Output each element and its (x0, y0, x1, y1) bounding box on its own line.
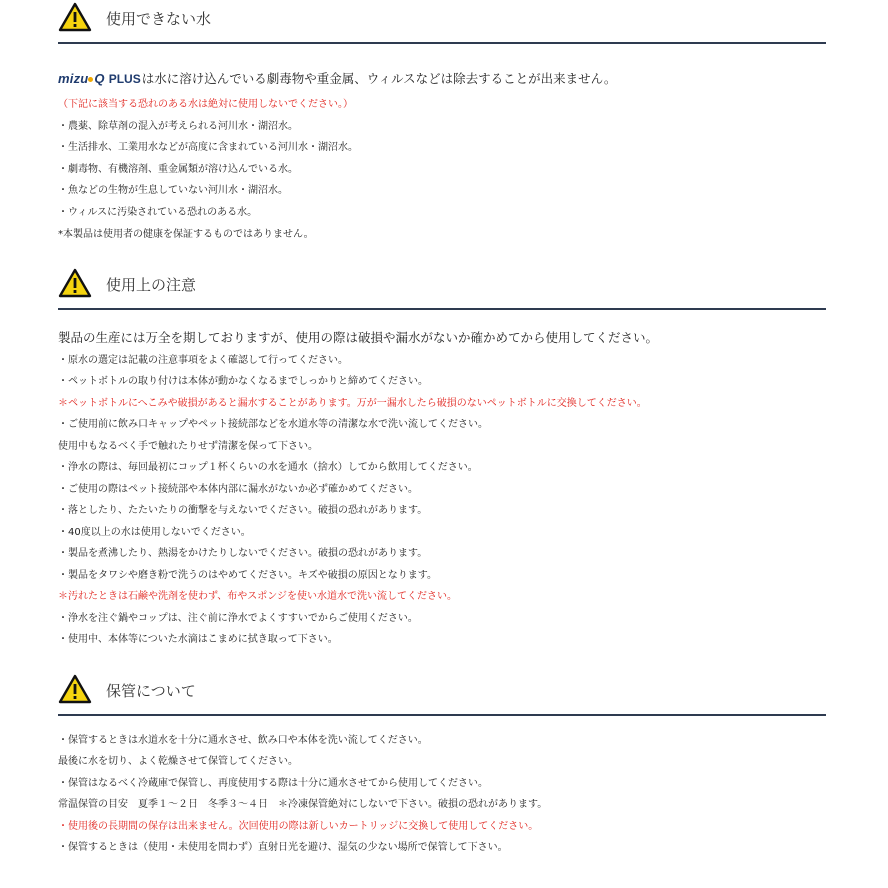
list-item: ・魚などの生物が生息していない河川水・湖沼水。 (58, 185, 288, 196)
list-item: 常温保管の目安 夏季１～２日 冬季３～４日 ＊冷凍保管絶対にしないで下さい。破損の恐れがあります。 (58, 799, 548, 810)
list-item: *本製品は使用者の健康を保証するものではありません。 (58, 229, 314, 240)
warning-triangle-icon (58, 268, 92, 298)
list-item: ・浄水の際は、毎回最初にコップ１杯くらいの水を通水（捨水）してから飲用してください。 (58, 462, 478, 473)
list-item: ・40度以上の水は使用しないでください。 (58, 527, 251, 538)
list-item: ・使用中、本体等についた水滴はこまめに拭き取って下さい。 (58, 634, 338, 645)
list-item: ・保管するときは（使用・未使用を問わず）直射日光を避け、湿気の少ない場所で保管して下さい。 (58, 842, 508, 853)
list-item: ・保管するときは水道水を十分に通水させ、飲み口や本体を洗い流してください。 (58, 735, 428, 746)
section-title: 使用できない水 (106, 10, 212, 28)
brand-logo: mizu Q (58, 71, 105, 86)
section-title: 保管について (106, 682, 196, 700)
section-header-storage (58, 674, 826, 716)
list-item: ・浄水を注ぐ鍋やコップは、注ぐ前に浄水でよくすすいでからご使用ください。 (58, 613, 418, 624)
list-item: ・ウィルスに汚染されている恐れのある水。 (58, 207, 258, 218)
list-item: ・ご使用前に飲み口キャップやペット接続部などを水道水等の清潔な水で洗い流してください。 (58, 419, 488, 430)
brand-plus: PLUS (108, 72, 141, 86)
list-item: ・農薬、除草剤の混入が考えられる河川水・湖沼水。 (58, 121, 298, 132)
section-lead: 製品の生産には万全を期しておりますが、使用の際は破損や漏水がないか確かめてから使用してください。 (58, 330, 659, 345)
list-item: ・使用後の長期間の保存は出来ません。次回使用の際は新しいカートリッジに交換して使用してください。 (58, 821, 539, 832)
list-item: ・劇毒物、有機溶剤、重金属類が溶け込んでいる水。 (58, 164, 298, 175)
list-item: ・製品を煮沸したり、熱湯をかけたりしないでください。破損の恐れがあります。 (58, 548, 428, 559)
list-item: ・製品をタワシや磨き粉で洗うのはやめてください。キズや破損の原因となります。 (58, 570, 437, 581)
list-item: （下記に該当する恐れのある水は絶対に使用しないでください。） (58, 99, 353, 110)
list-item: ＊ペットボトルにへこみや破損があると漏水することがあります。万が一漏水したら破損のないペットボトルに交換してください。 (58, 398, 647, 409)
list-item: ・落としたり、たたいたりの衝撃を与えないでください。破損の恐れがあります。 (58, 505, 428, 516)
list-item: ・ペットボトルの取り付けは本体が動かなくなるまでしっかりと締めてください。 (58, 376, 428, 387)
section-header-unusable-water (58, 2, 826, 44)
warning-triangle-icon (58, 2, 92, 32)
list-item: ・原水の選定は記載の注意事項をよく確認して行ってください。 (58, 355, 348, 366)
warning-triangle-icon (58, 674, 92, 704)
section-header-usage-notes (58, 268, 826, 310)
list-item: ・保管はなるべく冷蔵庫で保管し、再度使用する際は十分に通水させてから使用してください。 (58, 778, 488, 789)
list-item: ・ご使用の際はペット接続部や本体内部に漏水がないか必ず確かめてください。 (58, 484, 418, 495)
list-item: ・生活排水、工業用水などが高度に含まれている河川水・湖沼水。 (58, 142, 358, 153)
lead-text: は水に溶け込んでいる劇毒物や重金属、ウィルスなどは除去することが出来ません。 (141, 71, 617, 86)
section-title: 使用上の注意 (106, 276, 197, 294)
list-item: ＊汚れたときは石鹸や洗剤を使わず、布やスポンジを使い水道水で洗い流してください。 (58, 591, 457, 602)
section-lead (58, 70, 616, 88)
list-item: 最後に水を切り、よく乾燥させて保管してください。 (58, 756, 298, 767)
list-item: 使用中もなるべく手で触れたりせず清潔を保って下さい。 (58, 441, 318, 452)
